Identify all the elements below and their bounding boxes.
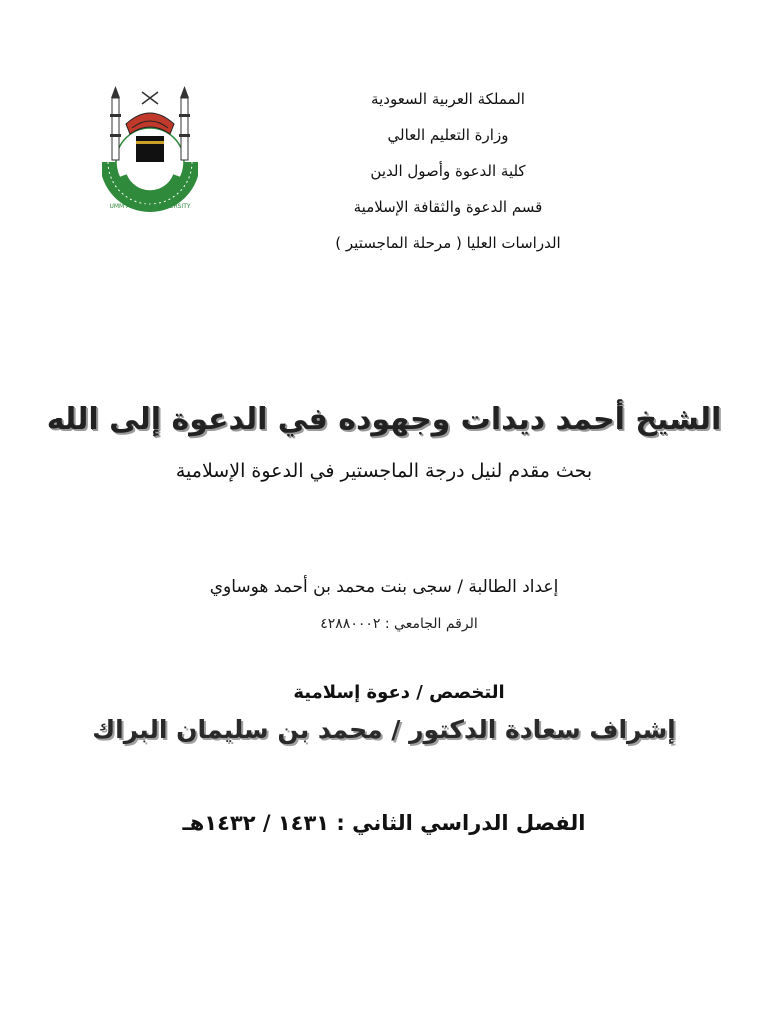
semester: الفصل الدراسي الثاني : ١٤٣١ / ١٤٣٢هـ bbox=[182, 811, 586, 835]
institution-header bbox=[298, 90, 598, 270]
supervisor: إشراف سعادة الدكتور / محمد بن سليمان البراك bbox=[92, 715, 676, 744]
specialty: التخصص / دعوة إسلامية bbox=[293, 682, 505, 703]
header-department: قسم الدعوة والثقافة الإسلامية bbox=[353, 198, 543, 216]
header-country: المملكة العربية السعودية bbox=[371, 90, 525, 108]
header-ministry: وزارة التعليم العالي bbox=[387, 126, 509, 144]
logo-caption: UMM AL-QURA UNIVERSITY bbox=[109, 203, 191, 210]
thesis-title: الشيخ أحمد ديدات وجهوده في الدعوة إلى الله bbox=[46, 402, 722, 437]
student-id: الرقم الجامعي : ٤٢٨٨٠٠٠٢ bbox=[320, 616, 478, 632]
header-college: كلية الدعوة وأصول الدين bbox=[370, 162, 526, 180]
university-logo-icon bbox=[102, 84, 198, 216]
header-program: الدراسات العليا ( مرحلة الماجستير ) bbox=[335, 234, 561, 252]
thesis-subtitle: بحث مقدم لنيل درجة الماجستير في الدعوة الإسلامية bbox=[175, 460, 593, 482]
student-name: إعداد الطالبة / سجى بنت محمد بن أحمد هوساوي bbox=[209, 577, 559, 597]
